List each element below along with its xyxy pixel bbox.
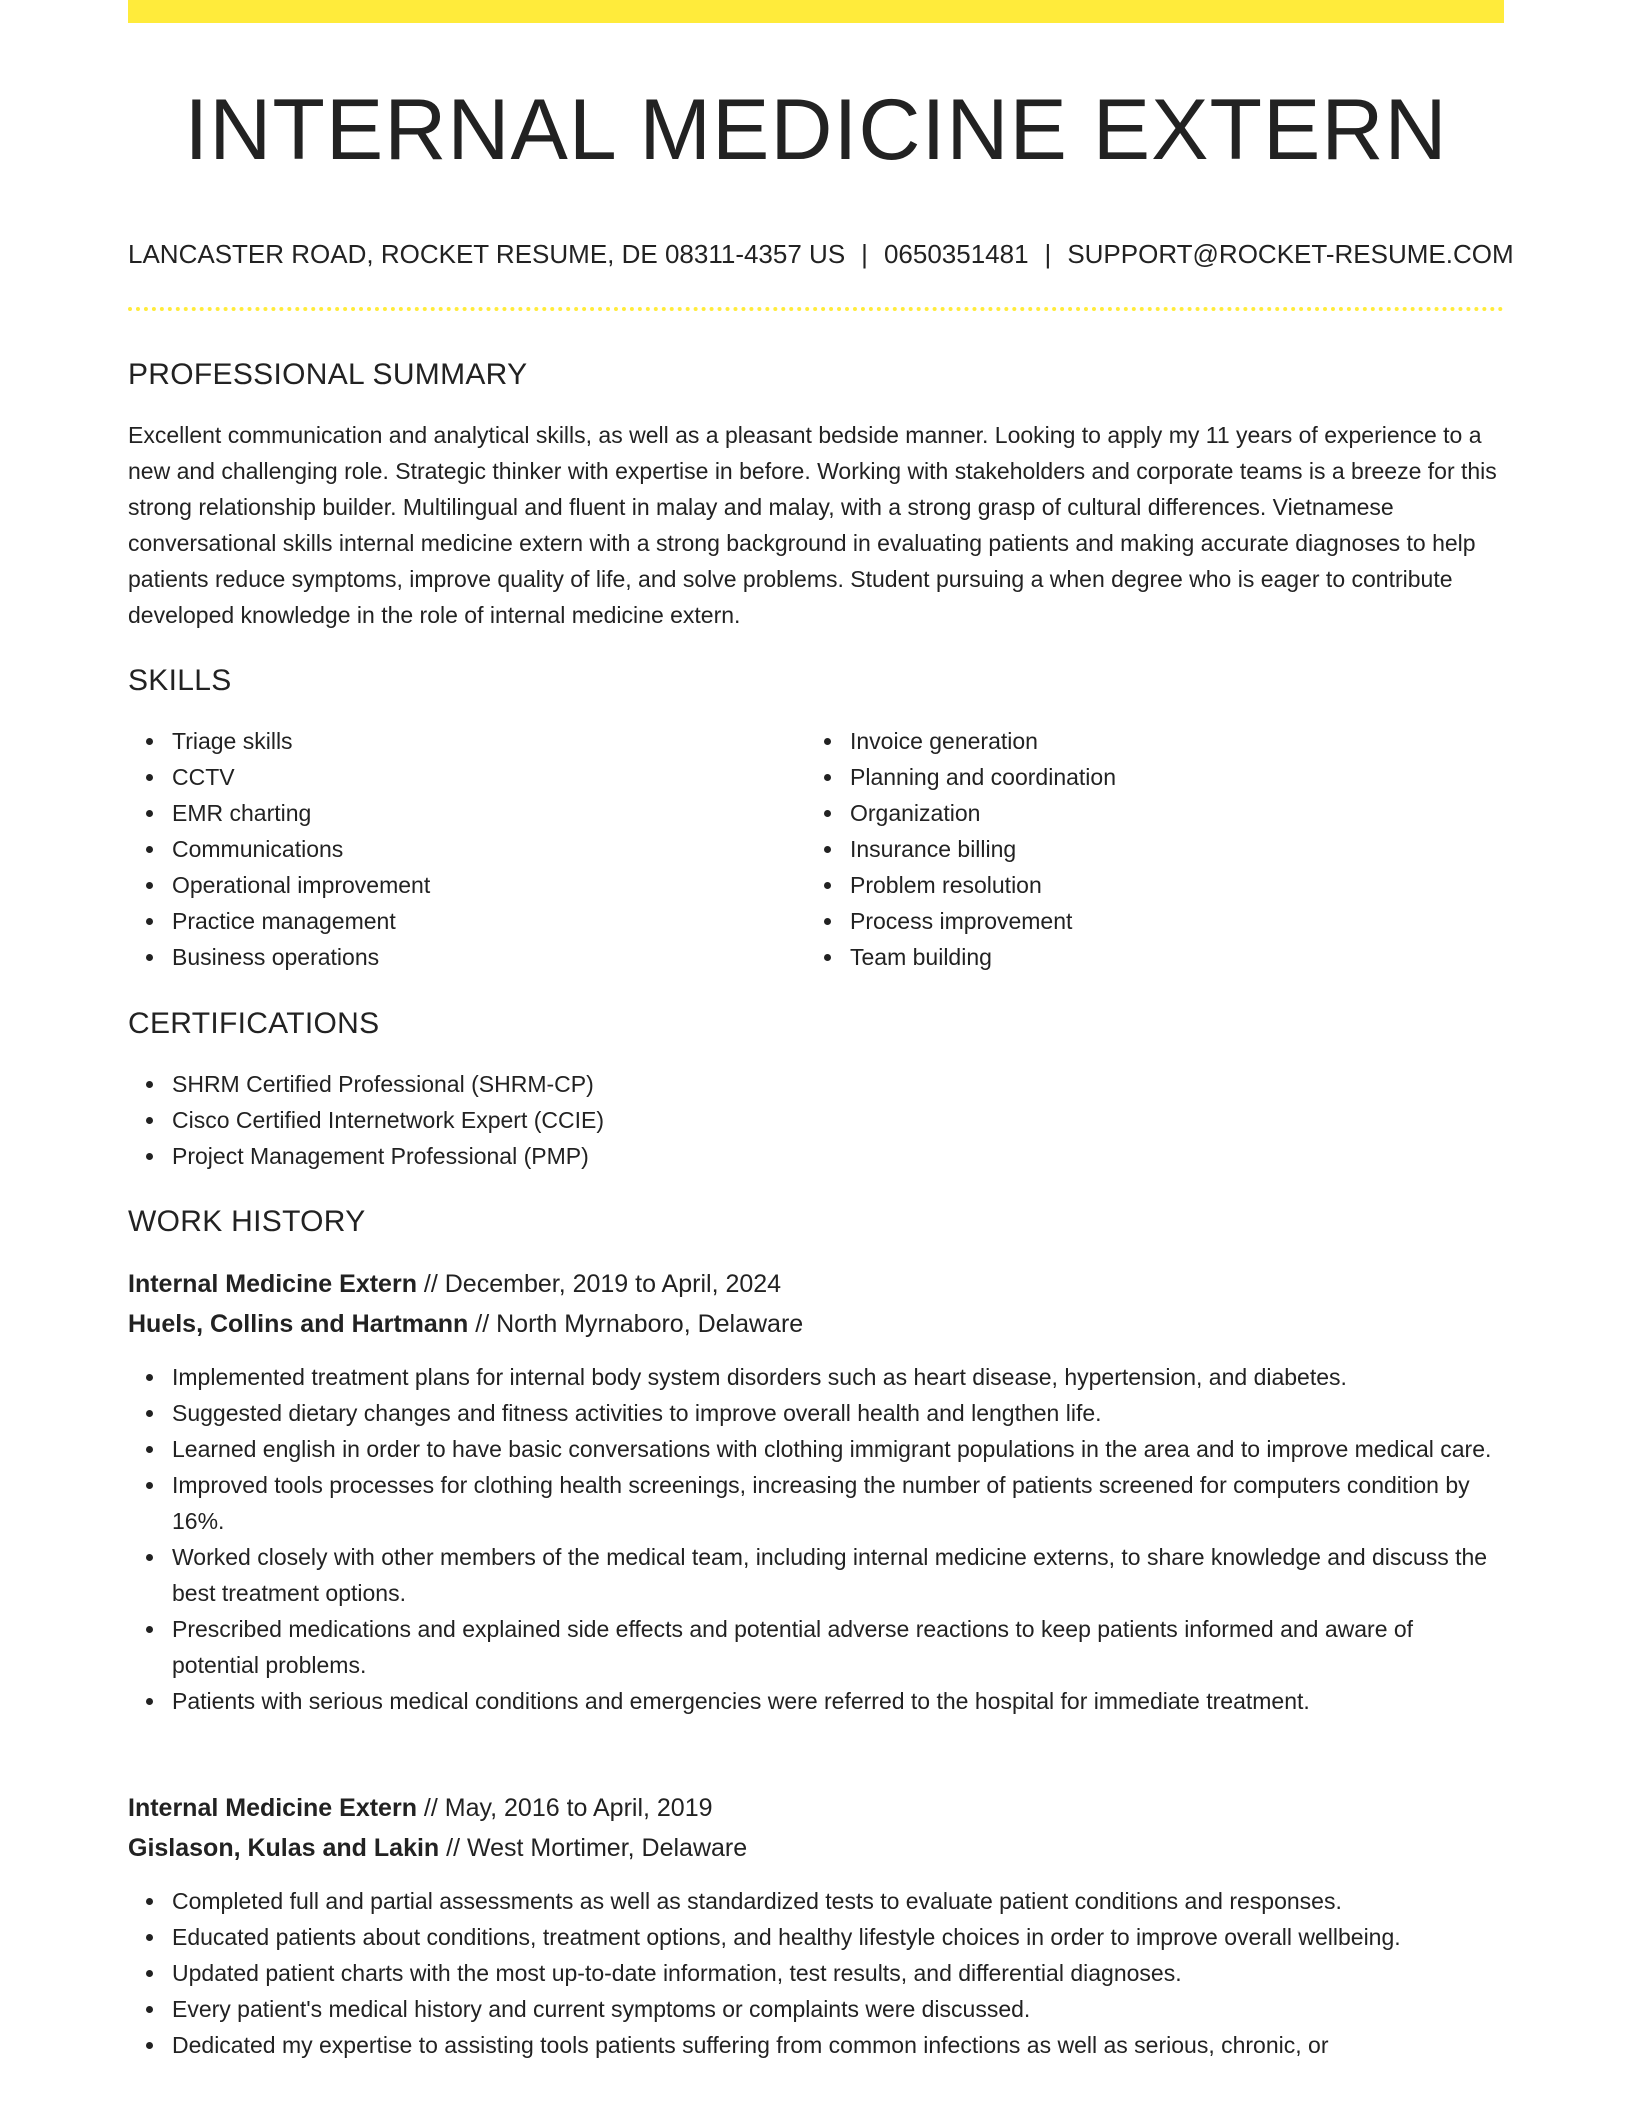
duty-item: Patients with serious medical conditions and emergencies were referred to the hospital for immediate treatment. [172, 1683, 1504, 1719]
skills-list-left [128, 723, 808, 975]
skill-item: CCTV [172, 759, 808, 795]
skill-item: Operational improvement [172, 867, 808, 903]
accent-top-bar [128, 0, 1504, 23]
duty-item: Updated patient charts with the most up-to-date information, test results, and differential diagnoses. [172, 1955, 1504, 1991]
duty-item: Prescribed medications and explained side effects and potential adverse reactions to keep patients informed and aware of potential problems. [172, 1611, 1504, 1683]
duty-item: Improved tools processes for clothing health screenings, increasing the number of patients screened for computers condition by 16%. [172, 1467, 1504, 1539]
skill-item: EMR charting [172, 795, 808, 831]
skills-heading: SKILLS [128, 664, 232, 697]
job-1-bullets [128, 1359, 1504, 1719]
job-2-title: Internal Medicine Extern [128, 1794, 417, 1822]
job-2-dates: // May, 2016 to April, 2019 [416, 1794, 713, 1822]
job-1-duties-list [128, 1359, 1504, 1719]
skill-item: Triage skills [172, 723, 808, 759]
job-1-location: // North Myrnaboro, Delaware [468, 1310, 804, 1338]
job-1-dates: // December, 2019 to April, 2024 [416, 1270, 782, 1298]
certifications-list [128, 1066, 1504, 1174]
duty-item: Worked closely with other members of the medical team, including internal medicine externs, to share knowledge and discuss the best treatment options. [172, 1539, 1504, 1611]
contact-line [128, 236, 1514, 272]
skill-item: Practice management [172, 903, 808, 939]
skills-list-right [806, 723, 1486, 975]
job-2-company: Gislason, Kulas and Lakin [128, 1834, 440, 1862]
contact-address: LANCASTER ROAD, ROCKET RESUME, DE 08311-4357 US [128, 239, 846, 269]
skill-item: Invoice generation [850, 723, 1486, 759]
duty-item: Implemented treatment plans for internal body system disorders such as heart disease, hypertension, and diabetes. [172, 1359, 1504, 1395]
certification-item: Cisco Certified Internetwork Expert (CCIE) [172, 1102, 1504, 1138]
contact-separator: | [861, 239, 868, 269]
duty-item: Completed full and partial assessments as well as standardized tests to evaluate patient conditions and responses. [172, 1883, 1504, 1919]
job-2-duties-list [128, 1883, 1504, 2063]
certification-item: Project Management Professional (PMP) [172, 1138, 1504, 1174]
header-divider [128, 307, 1504, 311]
work-history-heading: WORK HISTORY [128, 1205, 366, 1238]
certifications-heading: CERTIFICATIONS [128, 1007, 380, 1040]
certifications-block [128, 1066, 1504, 1174]
resume-title: INTERNAL MEDICINE EXTERN [184, 82, 1448, 178]
skill-item: Organization [850, 795, 1486, 831]
skill-item: Business operations [172, 939, 808, 975]
skill-item: Communications [172, 831, 808, 867]
summary-heading: PROFESSIONAL SUMMARY [128, 358, 528, 391]
duty-item: Suggested dietary changes and fitness activities to improve overall health and lengthen life. [172, 1395, 1504, 1431]
job-1-company-line [128, 1304, 803, 1344]
duty-item: Learned english in order to have basic conversations with clothing immigrant populations in the area and to improve medical care. [172, 1431, 1504, 1467]
certification-item: SHRM Certified Professional (SHRM-CP) [172, 1066, 1504, 1102]
job-1-title: Internal Medicine Extern [128, 1270, 417, 1298]
job-2-location: // West Mortimer, Delaware [439, 1834, 748, 1862]
job-2-title-line [128, 1788, 713, 1828]
contact-phone: 0650351481 [883, 239, 1029, 269]
summary-text: Excellent communication and analytical skills, as well as a pleasant bedside manner. Looking to apply my 11 years of experience to a new and challenging role. Strategic thinker with expertise in before. Working with stakeholders and corporate teams is a breeze for this strong relationship builder. Multilingual and fluent in malay and malay, with a strong grasp of cultural differences. Vietnamese conversational skills internal medicine extern with a strong background in evaluating patients and making accurate diagnoses to help patients reduce symptoms, improve quality of life, and solve problems. Student pursuing a when degree who is eager to contribute developed knowledge in the role of internal medicine extern. [128, 422, 1497, 628]
job-2-company-line [128, 1828, 747, 1868]
job-1-title-line [128, 1264, 781, 1304]
skills-column-left [128, 723, 808, 975]
skill-item: Problem resolution [850, 867, 1486, 903]
skill-item: Process improvement [850, 903, 1486, 939]
job-2-bullets [128, 1883, 1504, 2063]
duty-item: Educated patients about conditions, treatment options, and healthy lifestyle choices in order to improve overall wellbeing. [172, 1919, 1504, 1955]
skills-column-right [806, 723, 1486, 975]
skill-item: Insurance billing [850, 831, 1486, 867]
skill-item: Team building [850, 939, 1486, 975]
duty-item: Dedicated my expertise to assisting tools patients suffering from common infections as well as serious, chronic, or [172, 2027, 1504, 2063]
job-1-company: Huels, Collins and Hartmann [128, 1310, 469, 1338]
contact-email: SUPPORT@ROCKET-RESUME.COM [1067, 239, 1514, 269]
contact-separator: | [1044, 239, 1052, 269]
duty-item: Every patient's medical history and current symptoms or complaints were discussed. [172, 1991, 1504, 2027]
skill-item: Planning and coordination [850, 759, 1486, 795]
